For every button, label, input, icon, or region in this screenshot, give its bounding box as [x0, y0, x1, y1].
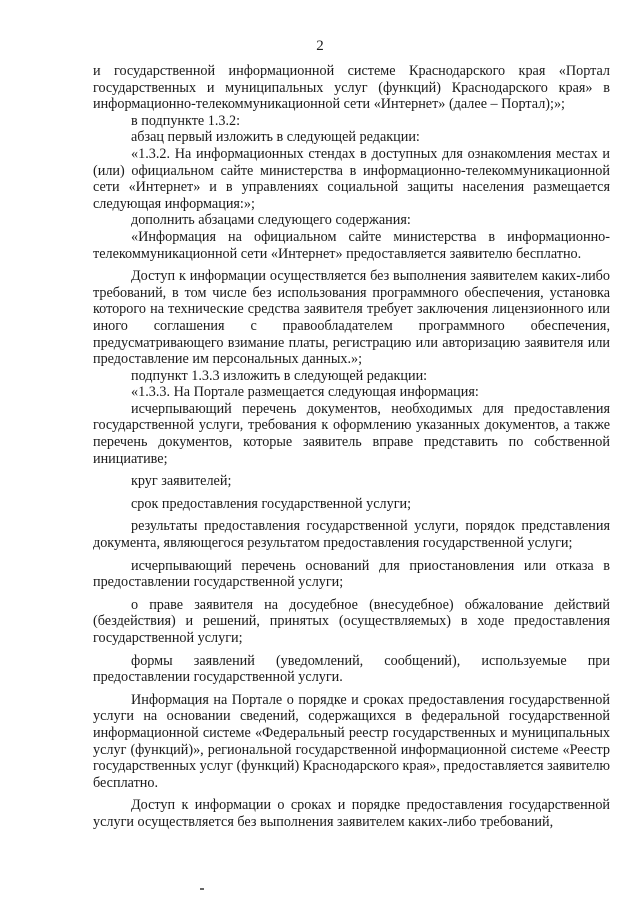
- paragraph-portal-definition: и государственной информационной системе Краснодарского края «Портал государственных и муниципальных услуг (функций) Краснодарского края» в информационно-телекоммуникационной сети «Интернет» (далее – Портал);»;: [93, 63, 610, 113]
- paragraph-132-text: «1.3.2. На информационных стендах в доступных для ознакомления местах и (или) официальном сайте министерства в информационно-телекоммуникационной сети «Интернет» и в управлениях социальной защиты населения размещается следующая информация:»;: [93, 145, 610, 212]
- paragraph-appeal-right: о праве заявителя на досудебное (внесудебное) обжалование действий (бездействия) и решений, принятых (осуществляемых) в ходе предоставления государственной услуги;: [93, 596, 610, 646]
- page-number: 2: [316, 38, 324, 54]
- paragraph-add-abzacs: дополнить абзацами следующего содержания:: [131, 212, 411, 229]
- paragraph-refusal-grounds: исчерпывающий перечень оснований для приостановления или отказа в предоставлении государственной услуги;: [93, 557, 610, 591]
- paragraph-applicants: круг заявителей;: [131, 473, 232, 490]
- paragraph-133-text: «1.3.3. На Портале размещается следующая информация:: [131, 384, 479, 401]
- document-body: [93, 63, 610, 831]
- paragraph-forms: формы заявлений (уведомлений, сообщений), используемые при предоставлении государственной услуги.: [93, 652, 610, 686]
- paragraph-subpoint-133: подпункт 1.3.3 изложить в следующей редакции:: [131, 367, 428, 384]
- paragraph-site-info-free: «Информация на официальном сайте министерства в информационно-телекоммуникационной сети «Интернет» предоставляется заявителю бесплатно.: [93, 228, 610, 262]
- paragraph-access-terms: Доступ к информации о сроках и порядке предоставления государственной услуги осуществляется без выполнения заявителем каких-либо требований,: [93, 797, 610, 830]
- scan-artifact-mark: [200, 888, 204, 890]
- paragraph-subpoint-132: в подпункте 1.3.2:: [131, 112, 241, 129]
- paragraph-documents-list: исчерпывающий перечень документов, необходимых для предоставления государственной услуги, требования к оформлению указанных документов, а также перечень документов, которые заявитель вправе представить по собственной инициативе;: [93, 400, 610, 467]
- paragraph-access-no-requirements: Доступ к информации осуществляется без выполнения заявителем каких-либо требований, в том числе без использования программного обеспечения, установка которого на технические средства заявителя требует заключения лицензионного или иного соглашения с правообладателем программного обеспечения, предусматривающего взимание платы, регистрацию или авторизацию заявителя или предоставление им персональных данных.»;: [93, 268, 610, 368]
- paragraph-first-abzac: абзац первый изложить в следующей редакции:: [131, 129, 420, 146]
- paragraph-service-term: срок предоставления государственной услуги;: [131, 495, 412, 512]
- paragraph-service-results: результаты предоставления государственной услуги, порядок представления документа, являющегося результатом предоставления государственной услуги;: [93, 518, 610, 552]
- paragraph-portal-info: Информация на Портале о порядке и сроках предоставления государственной услуги на основании сведений, содержащихся в федеральной государственной информационной системе «Федеральный реестр государственных и муниципальных услуг (функций)», региональной государственной информационной системе «Реестр государственных услуг (функций) Краснодарского края», предоставляется заявителю бесплатно.: [93, 691, 610, 791]
